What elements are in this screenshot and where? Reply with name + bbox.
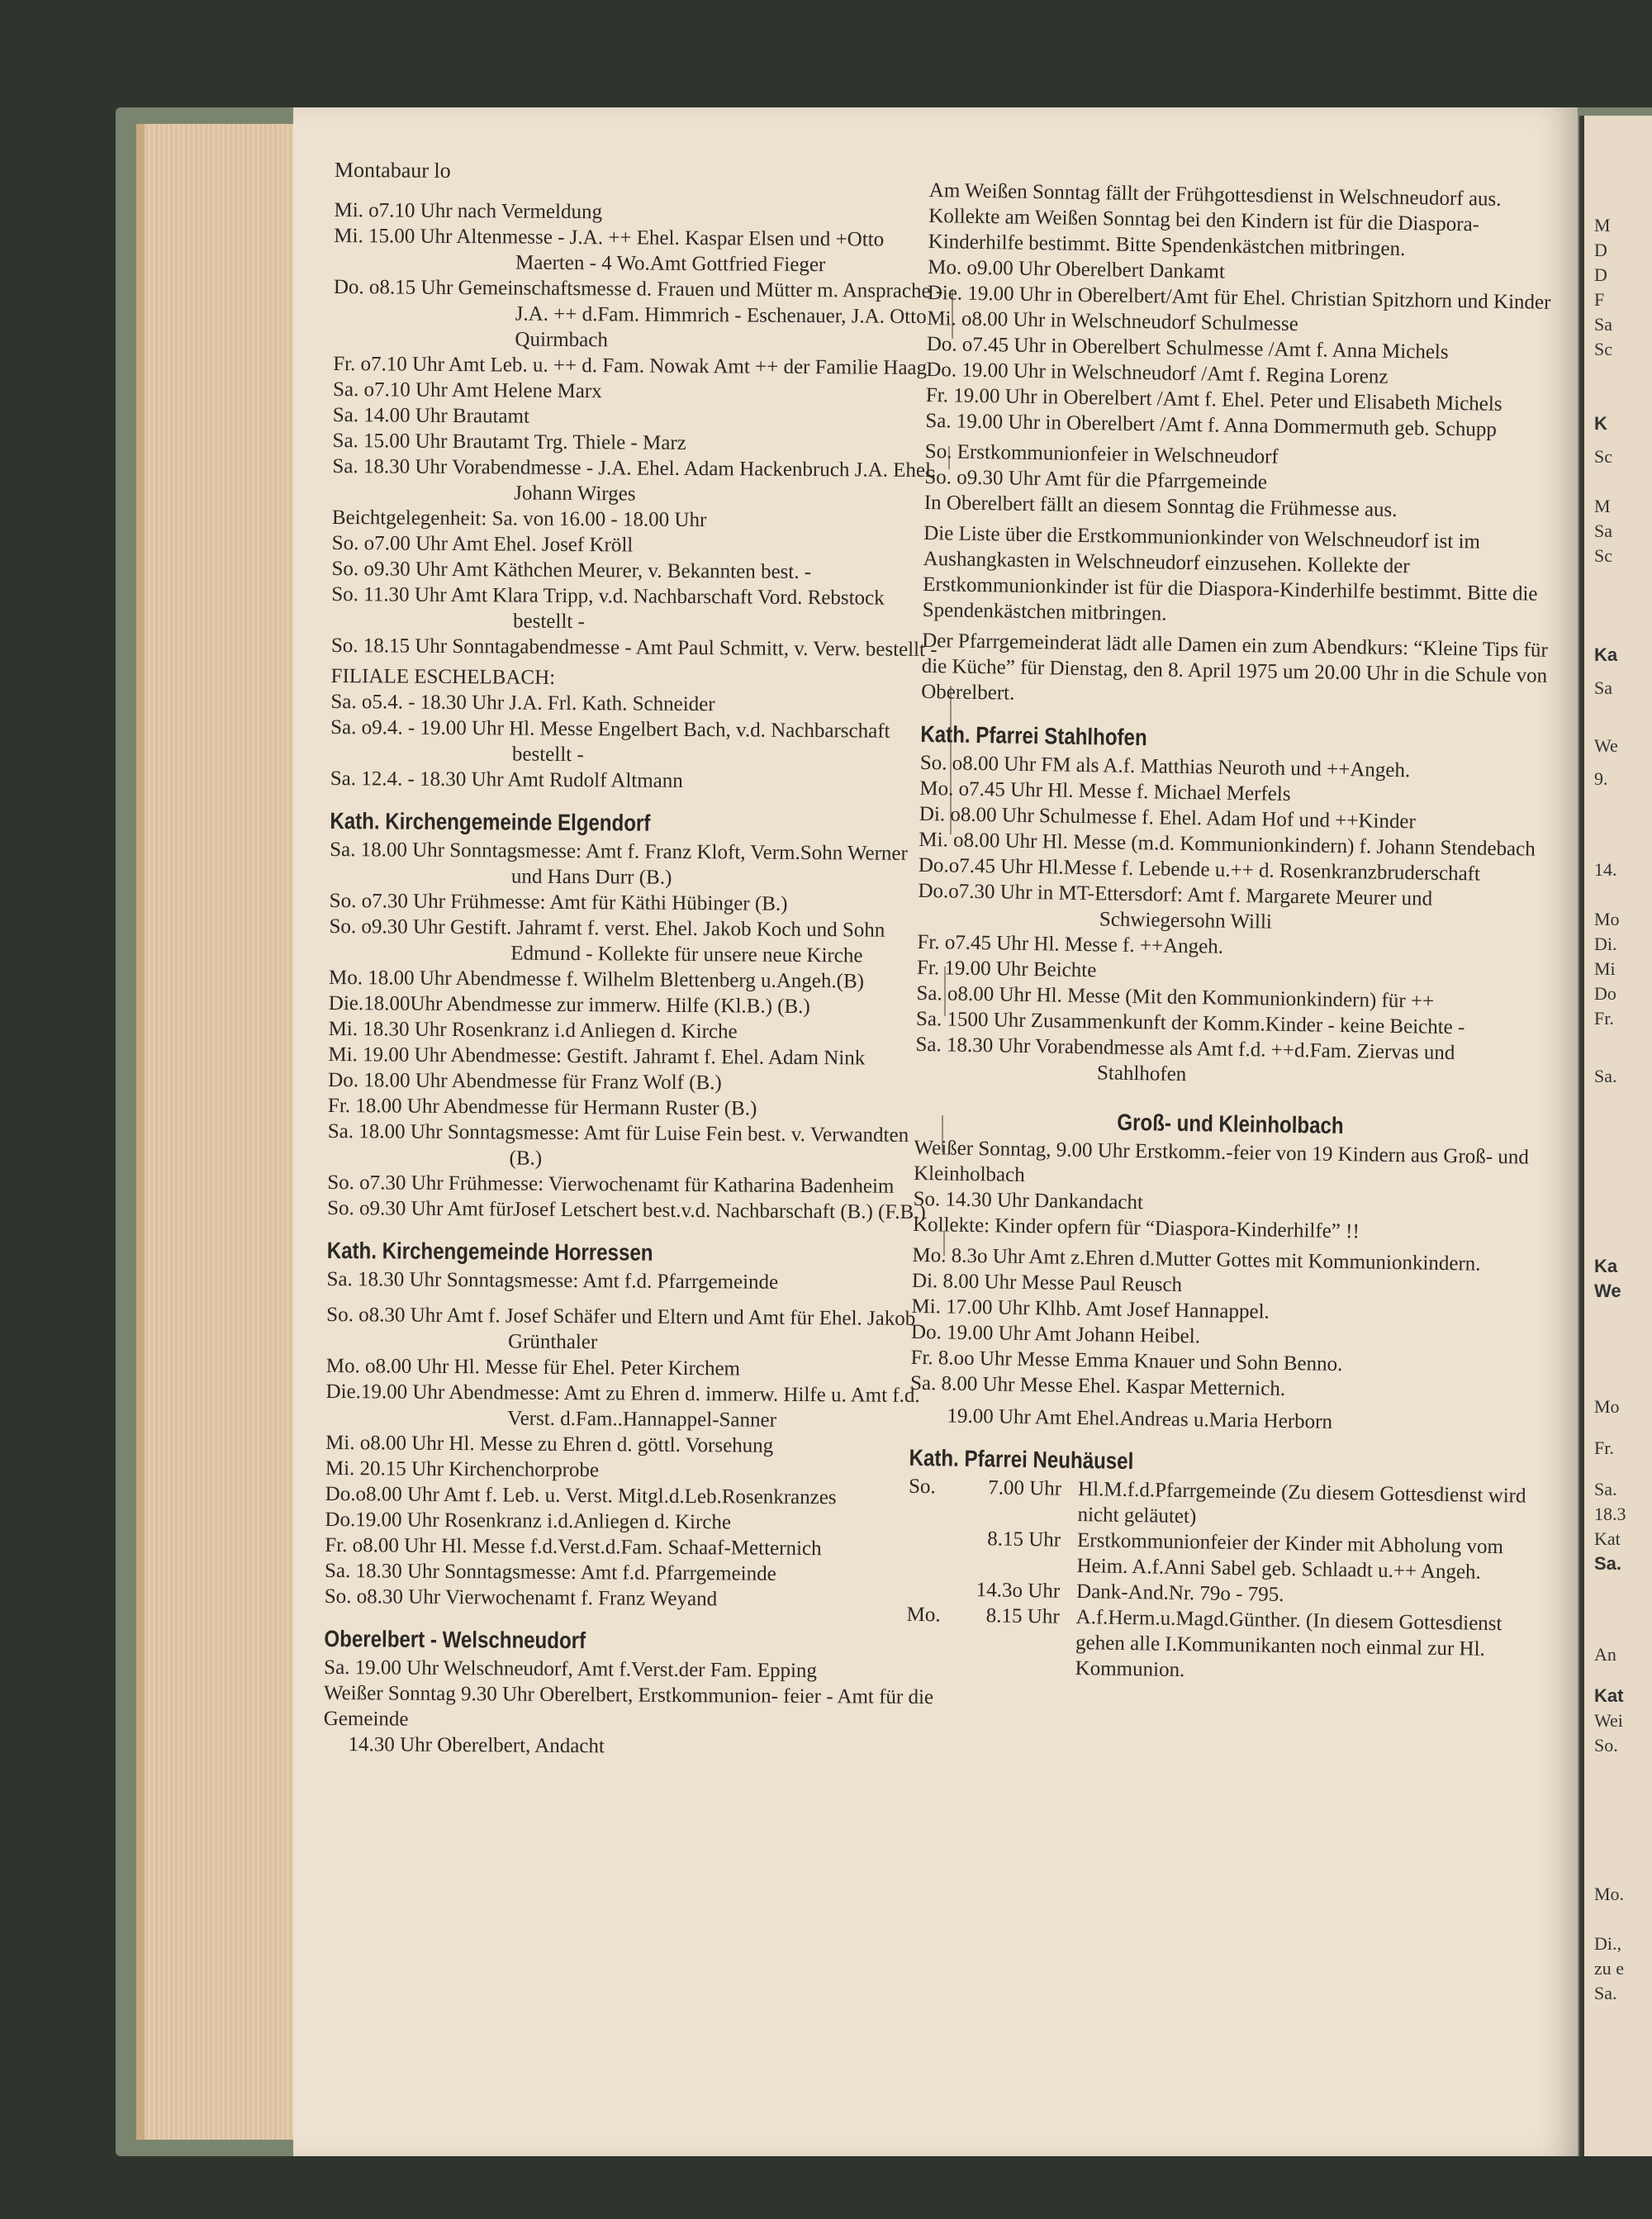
list-item: Sa. 1500 Uhr Zusammenkunft der Komm.Kinder - keine Beichte - xyxy=(915,1007,1465,1039)
list-item: 14.30 Uhr Oberelbert, Andacht xyxy=(348,1733,605,1758)
list-item: Kollekte am Weißen Sonntag bei den Kindern ist für die Diaspora-Kinderhilfe bestimmt. Bitte Spendenkästchen mitbringen. xyxy=(928,204,1480,261)
list-item: Mi. 20.15 Uhr Kirchenchorprobe xyxy=(325,1456,600,1482)
next-page-fragment: D xyxy=(1594,240,1607,260)
list-item: So. Erstkommunionfeier in Welschneudorf xyxy=(924,440,1279,468)
list-item: Fr. o7.45 Uhr Hl. Messe f. ++Angeh. xyxy=(917,930,1224,958)
list-item: Die. 19.00 Uhr in Oberelbert/Amt für Ehel. Christian Spitzhorn und Kinder xyxy=(927,281,1551,314)
list-item: Di. o8.00 Uhr Schulmesse f. Ehel. Adam Hof und ++Kinder xyxy=(919,802,1417,834)
list-item: So. o8.30 Uhr Vierwochenamt f. Franz Weyand xyxy=(324,1585,718,1611)
list-item: Mi. o7.10 Uhr nach Vermeldung xyxy=(334,198,603,224)
day-cell: So. xyxy=(908,1475,936,1499)
list-item: Am Weißen Sonntag fällt der Frühgottesdienst in Welschneudorf aus. xyxy=(928,178,1502,211)
list-item: Fr. 19.00 Uhr Beichte xyxy=(916,956,1097,982)
list-item: Sa. 18.30 Uhr Sonntagsmesse: Amt f.d. Pfarrgemeinde xyxy=(324,1559,776,1585)
section-title-filiale: FILIALE ESCHELBACH: xyxy=(330,664,556,689)
day-cell: Mo. xyxy=(906,1603,941,1627)
next-page-fragment: Mi xyxy=(1594,958,1616,979)
notice-pfarrgemeinderat: Der Pfarrgemeinderat lädt alle Damen ein zum Abendkurs: “Kleine Tips für die Küche” für Dienstag, den 8. April 1975 um 20.00 Uhr in die Schule von Oberelbert. xyxy=(921,629,1548,705)
list-item: Die.19.00 Uhr Abendmesse: Amt zu Ehren d. immerw. Hilfe u. Amt f.d. Verst. d.Fam..Hannappel-Sanner xyxy=(325,1380,920,1432)
next-page-fragment: Ka xyxy=(1594,1256,1618,1276)
list-item: Mo. o8.00 Uhr Hl. Messe für Ehel. Peter Kirchem xyxy=(325,1354,741,1380)
list-item: Do. o8.15 Uhr Gemeinschaftsmesse d. Frauen und Mütter m. Ansprache - J.A. ++ d.Fam. Himmrich - Eschenauer, J.A. Otto Quirmbach xyxy=(333,275,943,352)
time-cell: 14.3o Uhr xyxy=(976,1579,1061,1603)
section-title-elgendorf: Kath. Kirchengemeinde Elgendorf xyxy=(330,807,651,836)
list-item: Sa. 12.4. - 18.30 Uhr Amt Rudolf Altmann xyxy=(330,767,683,792)
list-item: So. o7.30 Uhr Frühmesse: Amt für Käthi Hübinger (B.) xyxy=(329,889,788,915)
list-item: Do.o8.00 Uhr Amt f. Leb. u. Verst. Mitgl.d.Leb.Rosenkranzes xyxy=(325,1482,837,1509)
section-title-horressen: Kath. Kirchengemeinde Horressen xyxy=(326,1237,653,1266)
list-item: Sa. 18.30 Uhr Vorabendmesse - J.A. Ehel. Adam Hackenbruch J.A. Ehel. Johann Wirges xyxy=(332,454,937,506)
next-page-fragment: We xyxy=(1594,1281,1621,1301)
list-item: Do. 18.00 Uhr Abendmesse für Franz Wolf (B.) xyxy=(328,1068,722,1095)
next-page-fragment: An xyxy=(1594,1644,1616,1665)
section-title-stahlhofen: Kath. Pfarrei Stahlhofen xyxy=(920,720,1147,751)
time-cell: 8.15 Uhr xyxy=(987,1528,1061,1551)
next-page-fragment: Fr. xyxy=(1594,1437,1614,1458)
list-item: Mo. o7.45 Uhr Hl. Messe f. Michael Merfels xyxy=(919,777,1291,805)
list-item: Sa. 15.00 Uhr Brautamt Trg. Thiele - Marz xyxy=(332,429,686,454)
list-item: Sa. 19.00 Uhr in Oberelbert /Amt f. Anna Dommermuth geb. Schupp xyxy=(925,409,1498,441)
right-column xyxy=(905,178,1560,1689)
list-item: Mi. 18.30 Uhr Rosenkranz i.d Anliegen d. Kirche xyxy=(328,1017,738,1043)
montabaur-list xyxy=(331,197,946,663)
list-item: Mi. 17.00 Uhr Klhb. Amt Josef Hannappel. xyxy=(911,1295,1270,1323)
list-item: Sa. o7.10 Uhr Amt Helene Marx xyxy=(332,378,602,403)
next-page-fragment: K xyxy=(1594,413,1607,434)
section-title-neuhaeusel: Kath. Pfarrei Neuhäusel xyxy=(909,1444,1134,1475)
next-page-fragment: Di. xyxy=(1594,934,1617,954)
list-item: Do. 19.00 Uhr Amt Johann Heibel. xyxy=(910,1320,1201,1348)
list-item: Kollekte: Kinder opfern für “Diaspora-Kinderhilfe” !! xyxy=(912,1213,1360,1243)
next-page-fragment: 9. xyxy=(1594,768,1608,789)
next-page-fragment: Di., xyxy=(1594,1933,1621,1954)
list-item: Sa. o9.4. - 19.00 Uhr Hl. Messe Engelbert Bach, v.d. Nachbarschaft bestellt - xyxy=(330,715,890,767)
list-item: So. o9.30 Uhr Gestift. Jahramt f. verst. Ehel. Jakob Koch und Sohn Edmund - Kollekte für unsere neue Kirche xyxy=(329,915,885,967)
text-cell: Hl.M.f.d.Pfarrgemeinde (Zu diesem Gottesdienst wird nicht geläutet) xyxy=(1077,1478,1526,1528)
next-page-fragment: Mo. xyxy=(1594,1884,1625,1904)
next-page-fragment: Kat xyxy=(1594,1685,1624,1706)
list-item: So. 18.15 Uhr Sonntagabendmesse - Amt Paul Schmitt, v. Verw. bestellt - xyxy=(330,634,938,662)
list-item: Die.18.00Uhr Abendmesse zur immerw. Hilfe (Kl.B.) (B.) xyxy=(328,991,810,1019)
list-item: Mi. 15.00 Uhr Altenmesse - J.A. ++ Ehel. Kaspar Elsen und +Otto Maerten - 4 Wo.Amt Gottfried Fieger xyxy=(334,224,885,277)
list-item: Mi. 19.00 Uhr Abendmesse: Gestift. Jahramt f. Ehel. Adam Nink xyxy=(328,1043,866,1070)
next-page-fragment: Sa. xyxy=(1594,1553,1622,1574)
next-page-fragment: M xyxy=(1594,496,1611,516)
day-cell xyxy=(907,1525,966,1577)
list-item: Beichtgelegenheit: Sa. von 16.00 - 18.00 Uhr xyxy=(331,506,707,532)
next-page-fragment: Ka xyxy=(1594,644,1618,665)
list-item: Mo. 18.00 Uhr Abendmesse f. Wilhelm Blettenberg u.Angeh.(B) xyxy=(328,966,865,993)
list-item: Do.o7.30 Uhr in MT-Ettersdorf: Amt f. Margarete Meurer und Schwiegersohn Willi xyxy=(918,879,1433,934)
page-header: Montabaur lo xyxy=(334,157,451,183)
next-page-fragment: Sc xyxy=(1594,339,1612,359)
text-cell: A.f.Herm.u.Magd.Günther. (In diesem Gottesdienst gehen alle I.Kommunikanten noch einmal zur Hl. Kommunion. xyxy=(1075,1606,1502,1682)
list-item: Weißer Sonntag, 9.00 Uhr Erstkomm.-feier von 19 Kindern aus Groß- und Kleinholbach xyxy=(913,1136,1530,1186)
list-item: Do.19.00 Uhr Rosenkranz i.d.Anliegen d. Kirche xyxy=(325,1508,732,1534)
next-page-fragment: Fr. xyxy=(1594,1008,1614,1029)
next-page-fragment: M xyxy=(1594,215,1611,235)
list-item: Sa. 8.00 Uhr Messe Ehel. Kaspar Metternich. xyxy=(909,1371,1286,1400)
list-item: So. o8.00 Uhr FM als A.f. Matthias Neuroth und ++Angeh. xyxy=(919,751,1411,782)
list-item: So. o9.30 Uhr Amt für die Pfarrgemeinde xyxy=(924,465,1268,494)
day-cell xyxy=(907,1576,965,1603)
next-page-fragment: Sa xyxy=(1594,677,1612,698)
list-item: Sa. o5.4. - 18.30 Uhr J.A. Frl. Kath. Schneider xyxy=(330,690,715,716)
next-page-fragment: Sc xyxy=(1594,545,1612,566)
list-item: Sa. 18.00 Uhr Sonntagsmesse: Amt für Luise Fein best. v. Verwandten (B.) xyxy=(327,1119,909,1170)
list-item: Sa. 18.30 Uhr Sonntagsmesse: Amt f.d. Pfarrgemeinde xyxy=(326,1267,779,1294)
text-cell: Dank-And.Nr. 79o - 795. xyxy=(1075,1580,1284,1606)
list-item: Sa. 19.00 Uhr Welschneudorf, Amt f.Verst.der Fam. Epping xyxy=(324,1656,818,1683)
list-item: Fr. o8.00 Uhr Hl. Messe f.d.Verst.d.Fam. Schaaf-Metternich xyxy=(325,1533,822,1561)
section-title-grossholbach: Groß- und Kleinholbach xyxy=(1117,1109,1344,1139)
list-item: So. 14.30 Uhr Dankandacht xyxy=(913,1187,1144,1214)
next-page-fragment: D xyxy=(1594,264,1607,285)
list-item: Fr. 18.00 Uhr Abendmesse für Hermann Ruster (B.) xyxy=(327,1094,757,1120)
next-page-fragment: 14. xyxy=(1594,859,1617,880)
next-page-fragment: zu e xyxy=(1594,1958,1625,1979)
next-page-fragment: 18.3 xyxy=(1594,1504,1626,1524)
list-item: Mi. o8.00 Uhr in Welschneudorf Schulmesse xyxy=(927,306,1299,336)
list-item: Do. 19.00 Uhr in Welschneudorf /Amt f. Regina Lorenz xyxy=(926,358,1389,388)
list-item: So. o9.30 Uhr Amt Käthchen Meurer, v. Bekannten best. - xyxy=(331,557,812,584)
list-item: So. o7.30 Uhr Frühmesse: Vierwochenamt für Katharina Badenheim xyxy=(327,1171,895,1198)
book-page-edges xyxy=(136,124,310,2140)
left-column xyxy=(323,157,946,1761)
next-page-fragment: We xyxy=(1594,735,1618,756)
next-page-fragment: Mo xyxy=(1594,1396,1620,1417)
list-item: In Oberelbert fällt an diesem Sonntag die Frühmesse aus. xyxy=(923,491,1398,521)
time-cell: 7.00 Uhr xyxy=(987,1476,1062,1500)
list-item: So. o9.30 Uhr Amt fürJosef Letschert best.v.d. Nachbarschaft (B.) (F.B.) xyxy=(327,1196,926,1224)
text-cell: Erstkommunionfeier der Kinder mit Abholung vom Heim. A.f.Anni Sabel geb. Schlaadt u.++ Angeh. xyxy=(1076,1529,1504,1584)
list-item: Mi. o8.00 Uhr Hl. Messe zu Ehren d. göttl. Vorsehung xyxy=(325,1431,774,1457)
list-item: Di. 8.00 Uhr Messe Paul Reusch xyxy=(911,1269,1183,1296)
next-page-fragment: F xyxy=(1594,289,1605,310)
list-item: Sa. 18.30 Uhr Vorabendmesse als Amt f.d. ++d.Fam. Ziervas und Stahlhofen xyxy=(915,1033,1455,1086)
next-page-fragment: Sa. xyxy=(1594,1479,1617,1499)
list-item: Fr. 8.oo Uhr Messe Emma Knauer und Sohn Benno. xyxy=(910,1346,1343,1376)
list-item: So. o7.00 Uhr Amt Ehel. Josef Kröll xyxy=(331,531,634,557)
next-page-fragment: Sa. xyxy=(1594,1983,1617,2003)
time-cell: 8.15 Uhr xyxy=(985,1604,1060,1628)
list-item: Do. o7.45 Uhr in Oberelbert Schulmesse /Amt f. Anna Michels xyxy=(926,332,1449,363)
list-item: Do.o7.45 Uhr Hl.Messe f. Lebende u.++ d. Rosenkranzbruderschaft xyxy=(918,853,1481,886)
list-item: Fr. 19.00 Uhr in Oberelbert /Amt f. Ehel. Peter und Elisabeth Michels xyxy=(925,383,1502,416)
section-title-oberelbert: Oberelbert - Welschneudorf xyxy=(324,1625,586,1654)
list-item: Weißer Sonntag 9.30 Uhr Oberelbert, Erstkommunion- feier - Amt für die Gemeinde xyxy=(323,1681,934,1731)
list-item: Sa. o8.00 Uhr Hl. Messe (Mit den Kommunionkindern) für ++ xyxy=(916,981,1435,1013)
list-item: Sa. 14.00 Uhr Brautamt xyxy=(332,403,530,428)
list-item: Fr. o7.10 Uhr Amt Leb. u. ++ d. Fam. Nowak Amt ++ der Familie Haag xyxy=(333,352,928,380)
list-item: Sa. 18.00 Uhr Sonntagsmesse: Amt f. Franz Kloft, Verm.Sohn Werner und Hans Durr (B.) xyxy=(330,838,909,889)
list-item: 19.00 Uhr Amt Ehel.Andreas u.Maria Herborn xyxy=(947,1404,1333,1433)
next-page-fragment: Sa xyxy=(1594,314,1612,335)
next-page-fragment: Sc xyxy=(1594,446,1612,467)
next-page-fragment: Sa xyxy=(1594,520,1612,541)
next-page-fragment: Do xyxy=(1594,983,1616,1004)
next-page-fragment: Sa. xyxy=(1594,1066,1617,1086)
list-item: So. o8.30 Uhr Amt f. Josef Schäfer und Eltern und Amt für Ehel. Jakob Grünthaler xyxy=(326,1303,916,1354)
list-item: Mo. 8.3o Uhr Amt z.Ehren d.Mutter Gottes mit Kommunionkindern. xyxy=(912,1243,1481,1276)
list-item: Mo. o9.00 Uhr Oberelbert Dankamt xyxy=(928,255,1226,283)
list-item: Mi. o8.00 Uhr Hl. Messe (m.d. Kommunionkindern) f. Johann Stendebach xyxy=(919,828,1536,861)
next-page-edge xyxy=(1579,116,1652,2156)
list-item: So. 11.30 Uhr Amt Klara Tripp, v.d. Nachbarschaft Vord. Rebstock bestellt - xyxy=(331,582,885,634)
next-page-fragment: Kat xyxy=(1594,1528,1621,1549)
next-page-fragment: Wei xyxy=(1594,1710,1623,1731)
notice-erstkommunion-liste: Die Liste über die Erstkommunionkinder von Welschneudorf ist im Aushangkasten in Welschneudorf einzusehen. Kollekte der Erstkommunionkinder ist für die Diaspora-Kinderhilfe bestimmt. Bitte die Spendenkästchen mitbringen. xyxy=(922,521,1538,625)
table-row xyxy=(905,1602,1538,1689)
next-page-fragment: So. xyxy=(1594,1735,1618,1756)
next-page-fragment: Mo xyxy=(1594,909,1620,929)
